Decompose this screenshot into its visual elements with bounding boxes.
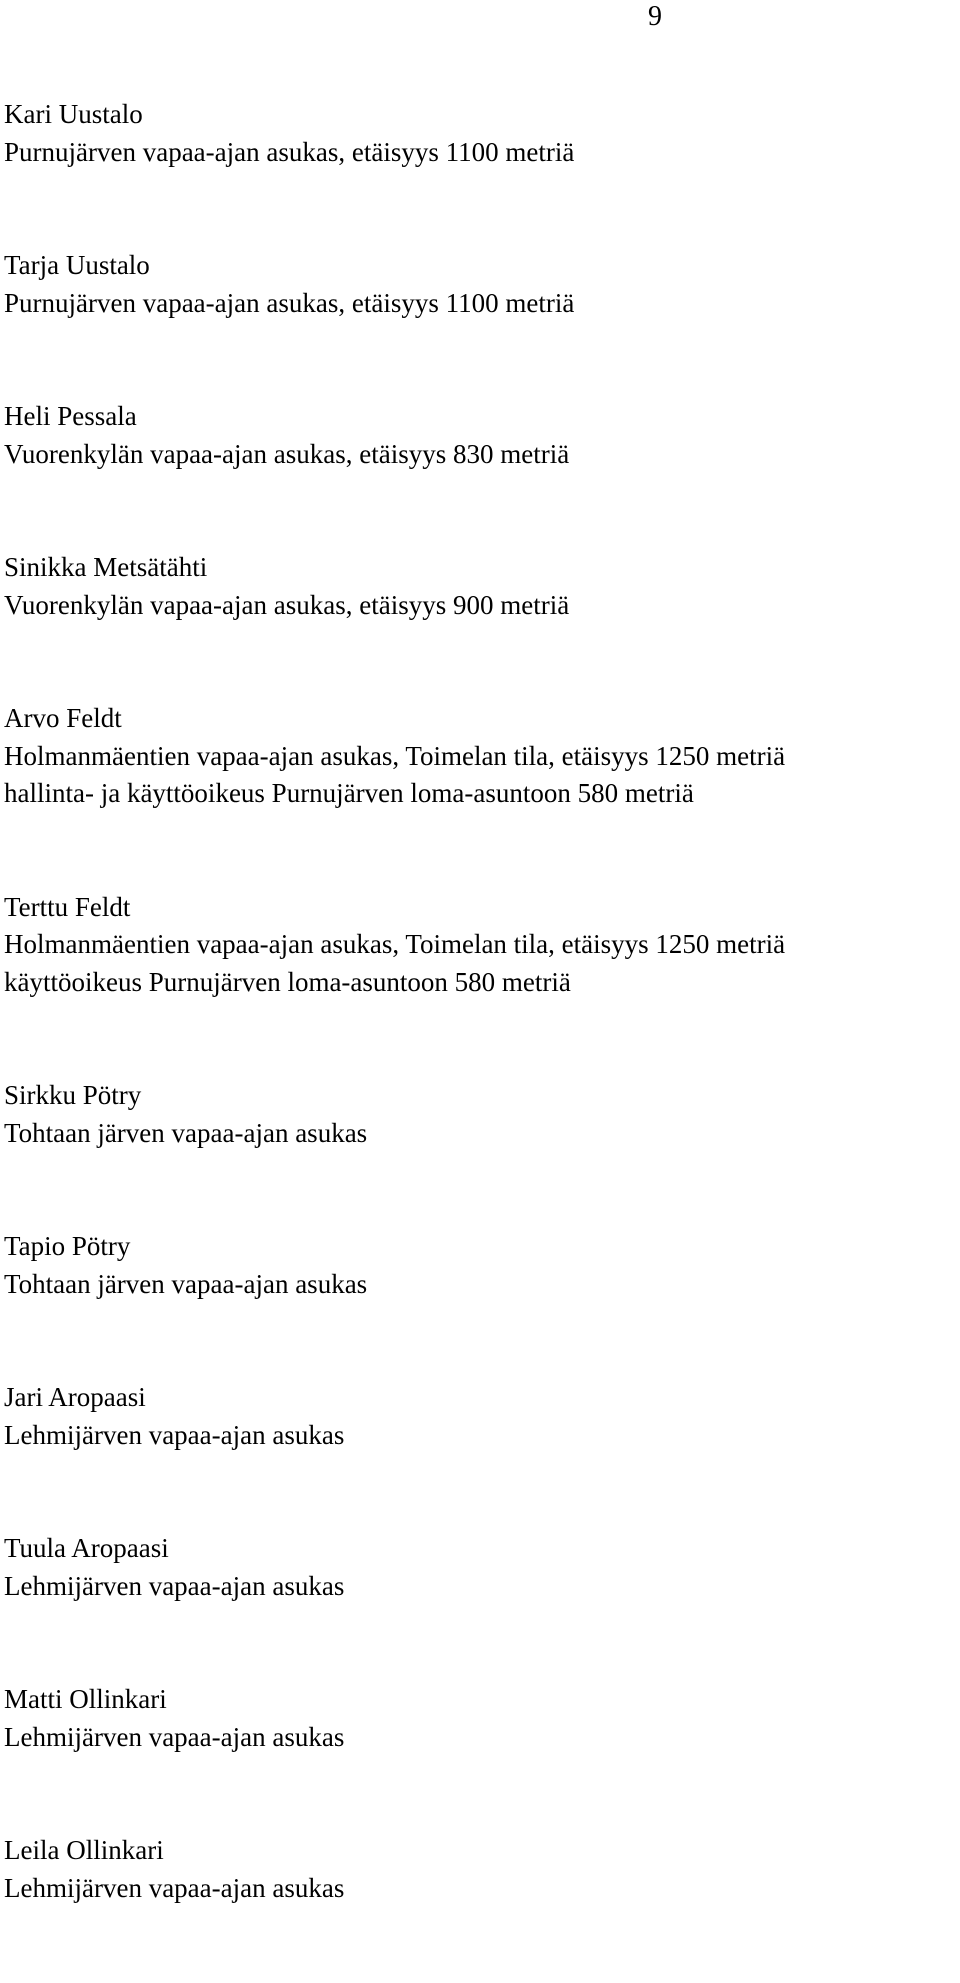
resident-name: Tapio Pötry [4,1231,131,1261]
resident-entry [4,1077,954,1152]
resident-entry [4,1530,954,1605]
resident-name: Heli Pessala [4,401,137,431]
resident-detail: Vuorenkylän vapaa-ajan asukas, etäisyys 900 metriä [4,589,570,620]
resident-entry [4,889,954,1002]
resident-detail: Lehmijärven vapaa-ajan asukas [4,1872,345,1903]
resident-detail: Tohtaan järven vapaa-ajan asukas [4,1268,368,1299]
resident-detail: hallinta- ja käyttöoikeus Purnujärven loma-asuntoon 580 metriä [4,778,694,808]
resident-detail: Holmanmäentien vapaa-ajan asukas, Toimelan tila, etäisyys 1250 metriä [4,929,786,959]
resident-entry [4,398,954,473]
resident-detail: Lehmijärven vapaa-ajan asukas [4,1570,345,1601]
resident-name: Leila Ollinkari [4,1835,164,1865]
resident-name: Matti Ollinkari [4,1684,167,1714]
resident-detail: käyttöoikeus Purnujärven loma-asuntoon 580 metriä [4,966,571,997]
resident-entry [4,700,954,813]
resident-detail: Tohtaan järven vapaa-ajan asukas [4,1117,368,1148]
resident-name: Terttu Feldt [4,891,131,922]
resident-entry [4,1228,954,1303]
resident-entry [4,1832,954,1907]
resident-detail: Purnujärven vapaa-ajan asukas, etäisyys 1100 metriä [4,287,575,318]
resident-name: Kari Uustalo [4,99,143,129]
resident-detail: Vuorenkylän vapaa-ajan asukas, etäisyys 830 metriä [4,438,570,469]
resident-name: Arvo Feldt [4,703,122,733]
resident-entry [4,247,954,322]
resident-name: Tarja Uustalo [4,250,150,280]
resident-entry [4,96,954,171]
resident-name: Jari Aropaasi [4,1382,146,1412]
resident-entry [4,549,954,624]
resident-detail: Holmanmäentien vapaa-ajan asukas, Toimelan tila, etäisyys 1250 metriä [4,740,786,771]
resident-name: Tuula Aropaasi [4,1533,169,1563]
resident-entry [4,1681,954,1756]
resident-list [4,96,954,1983]
resident-detail: Lehmijärven vapaa-ajan asukas [4,1721,345,1752]
resident-name: Sinikka Metsätähti [4,552,208,582]
resident-detail: Purnujärven vapaa-ajan asukas, etäisyys 1100 metriä [4,136,575,167]
page-number: 9 [648,1,662,32]
resident-name: Sirkku Pötry [4,1080,142,1110]
resident-entry [4,1379,954,1454]
resident-detail: Lehmijärven vapaa-ajan asukas [4,1419,345,1450]
